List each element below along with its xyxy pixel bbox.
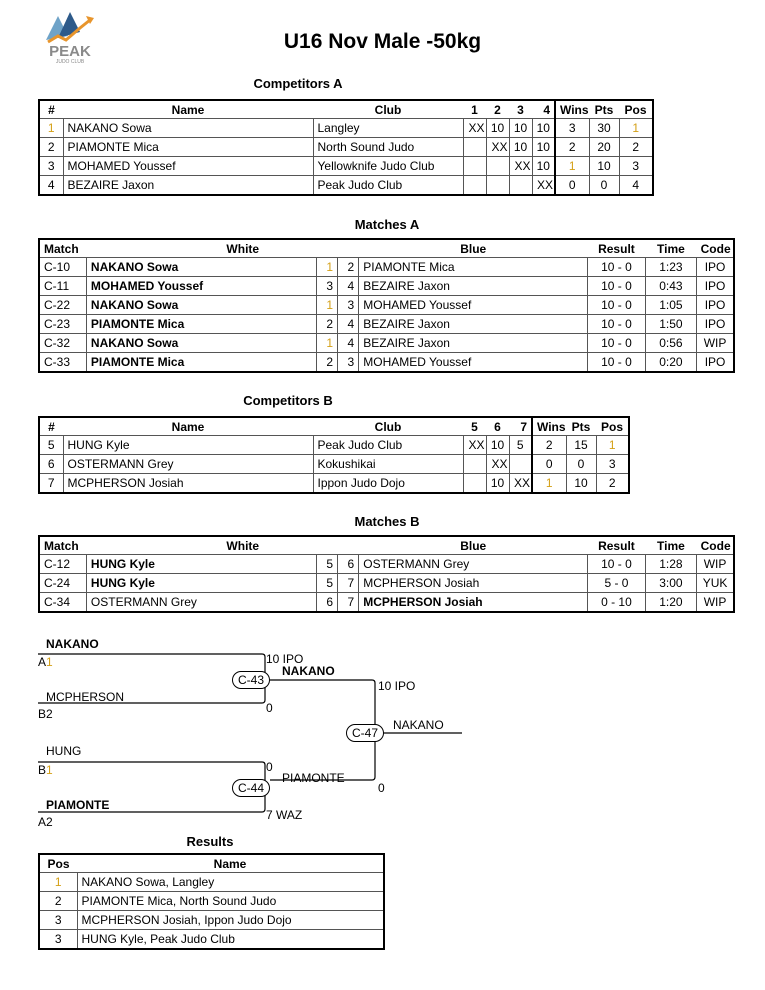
bracket-sf2-winner: PIAMONTE (282, 771, 345, 785)
wins-cell: 2 (532, 436, 566, 455)
score-cell: 10 (509, 119, 532, 138)
blue-player: MCPHERSON Josiah (359, 574, 588, 593)
match-id: C-12 (39, 555, 86, 574)
competitor-name: MOHAMED Youssef (63, 157, 313, 176)
competitor-row (39, 474, 629, 494)
match-time: 1:05 (645, 296, 696, 315)
match-row (39, 334, 734, 353)
match-code: IPO (697, 277, 734, 296)
bracket-sf2-top-seed (38, 763, 53, 777)
wins-cell: 0 (555, 176, 589, 196)
table-header-row (39, 239, 734, 258)
score-cell (486, 157, 509, 176)
match-row (39, 296, 734, 315)
score-cell: XX (486, 138, 509, 157)
match-code: WIP (697, 334, 734, 353)
competitor-number: 2 (39, 138, 63, 157)
bracket-final-top-score: 10 IPO (378, 679, 416, 693)
position-cell: 2 (619, 138, 653, 157)
white-number: 3 (316, 277, 337, 296)
col-header: Wins (555, 100, 589, 119)
results-table (38, 853, 385, 950)
col-header: 6 (486, 417, 509, 436)
white-number: 5 (316, 574, 337, 593)
col-header: Name (77, 854, 384, 873)
bracket-sf1-winner: NAKANO (282, 664, 335, 678)
match-result: 5 - 0 (588, 574, 645, 593)
result-row (39, 892, 384, 911)
bracket-sf1-bottom-score: 0 (266, 701, 273, 715)
col-header: Pos (619, 100, 653, 119)
position-cell: 1 (596, 436, 629, 455)
points-cell: 0 (589, 176, 619, 196)
score-cell: XX (509, 157, 532, 176)
matches-a-title: Matches A (354, 217, 420, 232)
col-header: # (39, 100, 63, 119)
score-cell: 10 (486, 119, 509, 138)
col-header: White (86, 239, 358, 258)
points-cell: 20 (589, 138, 619, 157)
score-cell (463, 176, 486, 196)
col-header: 5 (463, 417, 486, 436)
score-cell: 5 (509, 436, 532, 455)
bracket-final-winner: NAKANO (393, 718, 444, 732)
col-header: Name (63, 417, 313, 436)
match-row (39, 258, 734, 277)
score-cell: XX (509, 474, 532, 494)
match-code: IPO (697, 315, 734, 334)
wins-cell: 1 (532, 474, 566, 494)
col-header: Name (63, 100, 313, 119)
competitor-row (39, 157, 653, 176)
competitor-number: 7 (39, 474, 63, 494)
competitor-name: HUNG Kyle (63, 436, 313, 455)
wins-cell: 2 (555, 138, 589, 157)
position-cell: 4 (619, 176, 653, 196)
seed-label: A1 (38, 655, 53, 669)
bracket-sf2-bottom-name: PIAMONTE (46, 798, 110, 812)
table-header-row (39, 417, 629, 436)
score-cell (486, 176, 509, 196)
match-code: YUK (697, 574, 734, 593)
result-name: HUNG Kyle, Peak Judo Club (77, 930, 384, 950)
blue-number: 2 (338, 258, 359, 277)
col-header: Match (39, 239, 86, 258)
col-header: Time (645, 536, 696, 555)
match-c-43-badge[interactable]: C-43 (232, 671, 270, 689)
competitor-row (39, 119, 653, 138)
table-header-row (39, 536, 734, 555)
competitor-row (39, 455, 629, 474)
score-cell (463, 138, 486, 157)
result-position: 2 (39, 892, 77, 911)
white-number: 6 (316, 593, 337, 613)
bracket-sf2-bottom-score: 7 WAZ (266, 808, 303, 822)
match-result: 10 - 0 (588, 334, 645, 353)
col-header: Pos (596, 417, 629, 436)
result-row (39, 930, 384, 950)
white-player: PIAMONTE Mica (86, 353, 316, 373)
svg-text:JUDO CLUB: JUDO CLUB (55, 59, 85, 64)
blue-number: 4 (338, 315, 359, 334)
col-header: Result (588, 536, 645, 555)
col-header: Match (39, 536, 86, 555)
svg-text:PEAK: PEAK (49, 43, 91, 60)
matches-b-title: Matches B (354, 514, 420, 529)
white-number: 2 (316, 315, 337, 334)
score-cell: XX (463, 119, 486, 138)
bracket-sf1-bottom-seed: B2 (38, 707, 53, 721)
match-id: C-11 (39, 277, 86, 296)
score-cell (509, 455, 532, 474)
position-cell: 3 (596, 455, 629, 474)
wins-cell: 3 (555, 119, 589, 138)
blue-player: BEZAIRE Jaxon (359, 277, 588, 296)
bracket-sf1-top-score: 10 IPO (266, 652, 304, 666)
match-row (39, 277, 734, 296)
results-title: Results (186, 834, 234, 849)
white-number: 1 (316, 258, 337, 277)
blue-player: PIAMONTE Mica (359, 258, 588, 277)
blue-player: OSTERMANN Grey (359, 555, 588, 574)
blue-number: 7 (338, 593, 359, 613)
match-code: WIP (697, 593, 734, 613)
competitors-a-table (38, 99, 654, 196)
white-player: NAKANO Sowa (86, 334, 316, 353)
match-id: C-24 (39, 574, 86, 593)
matches-b-table (38, 535, 735, 613)
blue-player: MCPHERSON Josiah (359, 593, 588, 613)
score-cell (509, 176, 532, 196)
match-result: 10 - 0 (588, 277, 645, 296)
score-cell: 10 (486, 436, 509, 455)
match-code: WIP (697, 555, 734, 574)
competitor-name: PIAMONTE Mica (63, 138, 313, 157)
competitor-name: MCPHERSON Josiah (63, 474, 313, 494)
match-row (39, 593, 734, 613)
col-header: Result (588, 239, 645, 258)
white-player: OSTERMANN Grey (86, 593, 316, 613)
col-header: Pts (566, 417, 596, 436)
result-name: PIAMONTE Mica, North Sound Judo (77, 892, 384, 911)
score-cell: XX (532, 176, 555, 196)
white-player: NAKANO Sowa (86, 258, 316, 277)
score-cell: XX (463, 436, 486, 455)
points-cell: 15 (566, 436, 596, 455)
match-id: C-34 (39, 593, 86, 613)
bracket-sf2-top-score: 0 (266, 760, 273, 774)
bracket-sf2-top-name: HUNG (46, 744, 82, 758)
match-c-44-badge[interactable]: C-44 (232, 779, 270, 797)
wins-cell: 0 (532, 455, 566, 474)
white-player: HUNG Kyle (86, 555, 316, 574)
result-position: 3 (39, 930, 77, 950)
competitor-number: 6 (39, 455, 63, 474)
match-result: 10 - 0 (588, 353, 645, 373)
match-result: 10 - 0 (588, 555, 645, 574)
score-cell (463, 474, 486, 494)
points-cell: 30 (589, 119, 619, 138)
wins-cell: 1 (555, 157, 589, 176)
competitor-number: 5 (39, 436, 63, 455)
seed-label: B1 (38, 763, 53, 777)
white-number: 1 (316, 296, 337, 315)
match-result: 10 - 0 (588, 296, 645, 315)
blue-player: MOHAMED Youssef (359, 353, 588, 373)
competitor-club: Peak Judo Club (313, 436, 463, 455)
score-cell: 10 (509, 138, 532, 157)
blue-number: 3 (338, 296, 359, 315)
result-position: 1 (39, 873, 77, 892)
white-player: MOHAMED Youssef (86, 277, 316, 296)
points-cell: 10 (566, 474, 596, 494)
position-cell: 2 (596, 474, 629, 494)
col-header: # (39, 417, 63, 436)
points-cell: 0 (566, 455, 596, 474)
white-player: PIAMONTE Mica (86, 315, 316, 334)
competitor-club: Kokushikai (313, 455, 463, 474)
match-time: 1:28 (645, 555, 696, 574)
match-time: 3:00 (645, 574, 696, 593)
match-result: 0 - 10 (588, 593, 645, 613)
matches-a-table (38, 238, 735, 373)
blue-number: 4 (338, 277, 359, 296)
bracket-final-bottom-score: 0 (378, 781, 385, 795)
bracket-sf1-bottom-name: MCPHERSON (46, 690, 125, 704)
bracket-sf1-top-name: NAKANO (46, 637, 99, 651)
col-header: Club (313, 417, 463, 436)
match-row (39, 353, 734, 373)
points-cell: 10 (589, 157, 619, 176)
match-result: 10 - 0 (588, 258, 645, 277)
col-header: 2 (486, 100, 509, 119)
result-name: MCPHERSON Josiah, Ippon Judo Dojo (77, 911, 384, 930)
col-header: 4 (532, 100, 555, 119)
competitor-row (39, 436, 629, 455)
competitor-name: NAKANO Sowa (63, 119, 313, 138)
match-code: IPO (697, 296, 734, 315)
competitor-name: OSTERMANN Grey (63, 455, 313, 474)
match-id: C-22 (39, 296, 86, 315)
competitor-number: 1 (39, 119, 63, 138)
score-cell (463, 157, 486, 176)
match-result: 10 - 0 (588, 315, 645, 334)
match-code: IPO (697, 353, 734, 373)
competitor-row (39, 138, 653, 157)
match-time: 0:43 (645, 277, 696, 296)
competitors-b-title: Competitors B (243, 393, 333, 408)
col-header: White (86, 536, 358, 555)
col-header: Code (697, 239, 734, 258)
competitor-club: Peak Judo Club (313, 176, 463, 196)
table-header-row (39, 854, 384, 873)
score-cell (463, 455, 486, 474)
bracket-sf2-bottom-seed: A2 (38, 815, 53, 829)
col-header: Time (645, 239, 696, 258)
match-id: C-23 (39, 315, 86, 334)
score-cell: 10 (532, 157, 555, 176)
match-row (39, 315, 734, 334)
white-number: 1 (316, 334, 337, 353)
blue-number: 7 (338, 574, 359, 593)
blue-number: 4 (338, 334, 359, 353)
col-header: Pts (589, 100, 619, 119)
match-row (39, 555, 734, 574)
competitors-a-title: Competitors A (253, 76, 343, 91)
score-cell: 10 (532, 138, 555, 157)
competitor-club: North Sound Judo (313, 138, 463, 157)
white-number: 5 (316, 555, 337, 574)
match-time: 1:50 (645, 315, 696, 334)
result-position: 3 (39, 911, 77, 930)
match-row (39, 574, 734, 593)
col-header: Wins (532, 417, 566, 436)
position-cell: 3 (619, 157, 653, 176)
bracket-sf1-top-seed (38, 655, 53, 669)
result-row (39, 911, 384, 930)
col-header: 7 (509, 417, 532, 436)
match-c-47-badge[interactable]: C-47 (346, 724, 384, 742)
competitor-row (39, 176, 653, 196)
blue-number: 3 (338, 353, 359, 373)
white-number: 2 (316, 353, 337, 373)
competitor-club: Langley (313, 119, 463, 138)
col-header: Blue (359, 239, 588, 258)
blue-number: 6 (338, 555, 359, 574)
col-header: Blue (359, 536, 588, 555)
result-row (39, 873, 384, 892)
page-title: U16 Nov Male -50kg (283, 30, 482, 53)
col-header: 3 (509, 100, 532, 119)
match-id: C-32 (39, 334, 86, 353)
score-cell: XX (486, 455, 509, 474)
competitor-number: 3 (39, 157, 63, 176)
competitor-number: 4 (39, 176, 63, 196)
blue-player: BEZAIRE Jaxon (359, 315, 588, 334)
result-name: NAKANO Sowa, Langley (77, 873, 384, 892)
white-player: NAKANO Sowa (86, 296, 316, 315)
score-cell: 10 (486, 474, 509, 494)
competitors-b-table (38, 416, 630, 494)
table-header-row (39, 100, 653, 119)
col-header: 1 (463, 100, 486, 119)
white-player: HUNG Kyle (86, 574, 316, 593)
position-cell: 1 (619, 119, 653, 138)
match-time: 0:20 (645, 353, 696, 373)
competitor-club: Yellowknife Judo Club (313, 157, 463, 176)
col-header: Club (313, 100, 463, 119)
competitor-name: BEZAIRE Jaxon (63, 176, 313, 196)
match-time: 1:20 (645, 593, 696, 613)
match-id: C-33 (39, 353, 86, 373)
col-header: Pos (39, 854, 77, 873)
match-time: 1:23 (645, 258, 696, 277)
score-cell: 10 (532, 119, 555, 138)
match-code: IPO (697, 258, 734, 277)
match-id: C-10 (39, 258, 86, 277)
blue-player: MOHAMED Youssef (359, 296, 588, 315)
match-time: 0:56 (645, 334, 696, 353)
col-header: Code (697, 536, 734, 555)
competitor-club: Ippon Judo Dojo (313, 474, 463, 494)
blue-player: BEZAIRE Jaxon (359, 334, 588, 353)
